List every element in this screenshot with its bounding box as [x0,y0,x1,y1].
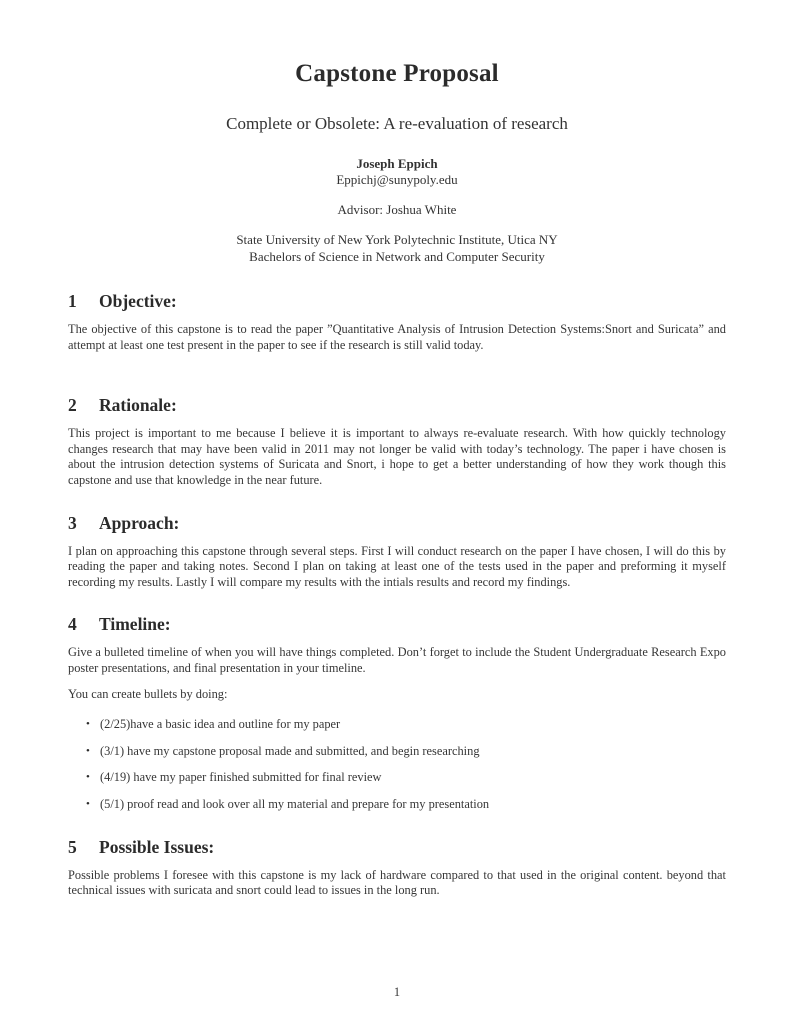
list-item-text: (5/1) proof read and look over all my material and prepare for my presentation [100,796,490,811]
section-timeline [68,614,726,812]
document-header [0,0,794,265]
section-heading-label: Rationale: [99,395,177,416]
list-item-text: (3/1) have my capstone proposal made and submitted, and begin researching [100,743,480,758]
section-heading [68,614,726,635]
section-heading-label: Objective: [99,291,177,311]
list-item-text: (4/19) have my paper finished submitted for final review [100,770,382,785]
section-heading [68,837,726,858]
section-heading [68,395,726,416]
section-paragraph: Give a bulleted timeline of when you will have things completed. Don’t forget to include the Student Undergraduate Research Expo poster presentations, and final presentation in your timeline. [68,645,726,675]
section-paragraph: I plan on approaching this capstone through several steps. First I will conduct research on the paper I have chosen, I will do this by reading the paper and taking notes. Second I plan on taking at least one of the tests used in the paper and preforming it myself recording my results. Lastly I will compare my results with the intials results and record my findings. [68,543,726,589]
section-paragraph: You can create bullets by doing: [68,686,228,701]
list-item [86,770,726,786]
author-email: Eppichj@sunypoly.edu [336,171,458,187]
bullet-icon: • [86,771,90,784]
section-number: 4 [68,614,77,635]
section-heading-label: Approach: [99,512,180,533]
section-number: 1 [68,291,77,311]
section-number: 3 [68,512,77,533]
section-paragraph: Possible problems I foresee with this capstone is my lack of hardware compared to that used in the original content. beyond that technical issues with suricata and snort could lead to issues in the long run. [68,867,726,898]
bullet-icon: • [86,744,90,757]
institution-block [0,232,794,265]
page-number: 1 [393,985,401,999]
section-paragraph: The objective of this capstone is to read the paper ”Quantitative Analysis of Intrusion Detection Systems:Snort and Suricata” and attempt at least one test present in the paper to see if the research is still valid today. [68,322,726,352]
list-item [86,717,726,733]
author-name: Joseph Eppich [356,156,438,171]
institution-line-1: State University of New York Polytechnic Institute, Utica NY [236,232,558,247]
section-paragraph: This project is important to me because I believe it is important to always re-evaluate research. With how quickly technology changes research that may have been valid in 2011 may not longer be valid with today’s technology. The paper i have chosen is about the intrusion detection systems of Suricata and Snort, i hope to get a better understanding of how they work though this capstone and use that knowledge in the near future. [68,426,726,487]
advisor-line: Advisor: Joshua White [337,202,457,217]
section-heading-label: Timeline: [99,614,171,635]
section-number: 2 [68,395,77,416]
section-approach [68,513,726,591]
section-rationale [68,395,726,488]
page-subtitle: Complete or Obsolete: A re-evaluation of research [226,114,568,133]
list-item [86,744,726,760]
author-block [0,156,794,187]
section-objective [68,291,726,353]
institution-line-2: Bachelors of Science in Network and Computer Security [249,248,545,264]
list-item-text: (2/25)have a basic idea and outline for my paper [100,717,341,732]
section-heading [68,291,726,312]
list-item [86,797,726,813]
bullet-icon: • [86,797,90,810]
section-possible-issues [68,837,726,899]
section-heading-label: Possible Issues: [99,836,215,857]
section-heading [68,513,726,534]
document-body [68,291,726,899]
section-number: 5 [68,836,77,857]
page-title: Capstone Proposal [295,60,499,87]
bullet-icon: • [86,718,90,731]
timeline-bullet-list [68,717,726,812]
